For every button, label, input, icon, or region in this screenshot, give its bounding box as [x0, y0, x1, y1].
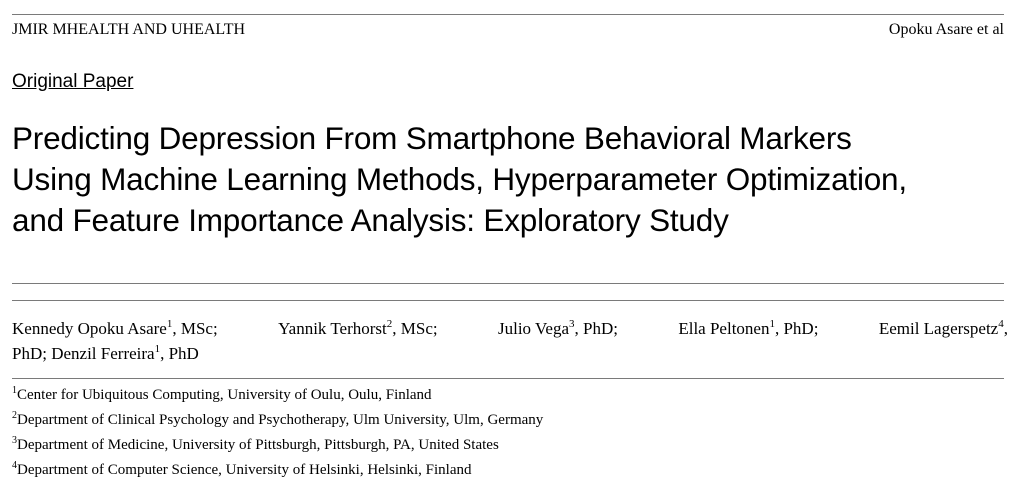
author: Denzil Ferreira$^1$, PhD	[51, 343, 199, 363]
top-rule	[12, 14, 1004, 15]
author-line	[12, 341, 1008, 366]
title-line: Using Machine Learning Methods, Hyperparameter Optimization,	[12, 161, 907, 197]
author: Eemil Lagerspetz$^4$,	[878, 318, 1008, 338]
title-rule-lower	[12, 300, 1004, 301]
running-head: Opoku Asare et al	[888, 21, 1004, 38]
affiliation-list	[12, 383, 543, 483]
author: Ella Peltonen$^1$, PhD;	[678, 318, 819, 338]
journal-name: JMIR MHEALTH AND UHEALTH	[12, 21, 246, 38]
author-list	[12, 316, 1008, 366]
affiliation: $^3$Department of Medicine, University of Pittsburgh, Pittsburgh, PA, United States	[12, 435, 499, 453]
author-degree: PhD;	[12, 344, 47, 363]
affiliation: $^4$Department of Computer Science, University of Helsinki, Helsinki, Finland	[12, 460, 472, 478]
author-rule	[12, 378, 1004, 379]
title-line: and Feature Importance Analysis: Exploratory Study	[12, 202, 729, 238]
author-line	[12, 316, 1008, 341]
article-title	[12, 118, 1012, 241]
affiliation: $^1$Center for Ubiquitous Computing, University of Oulu, Oulu, Finland	[12, 385, 432, 403]
title-line: Predicting Depression From Smartphone Behavioral Markers	[12, 120, 852, 156]
author: Yannik Terhorst$^2$, MSc;	[278, 318, 438, 338]
affiliation: $^2$Department of Clinical Psychology and Psychotherapy, Ulm University, Ulm, Germany	[12, 410, 544, 428]
author: Kennedy Opoku Asare$^1$, MSc;	[12, 318, 218, 338]
article-type: Original Paper	[12, 71, 134, 92]
author: Julio Vega$^3$, PhD;	[498, 318, 618, 338]
title-rule-upper	[12, 283, 1004, 284]
